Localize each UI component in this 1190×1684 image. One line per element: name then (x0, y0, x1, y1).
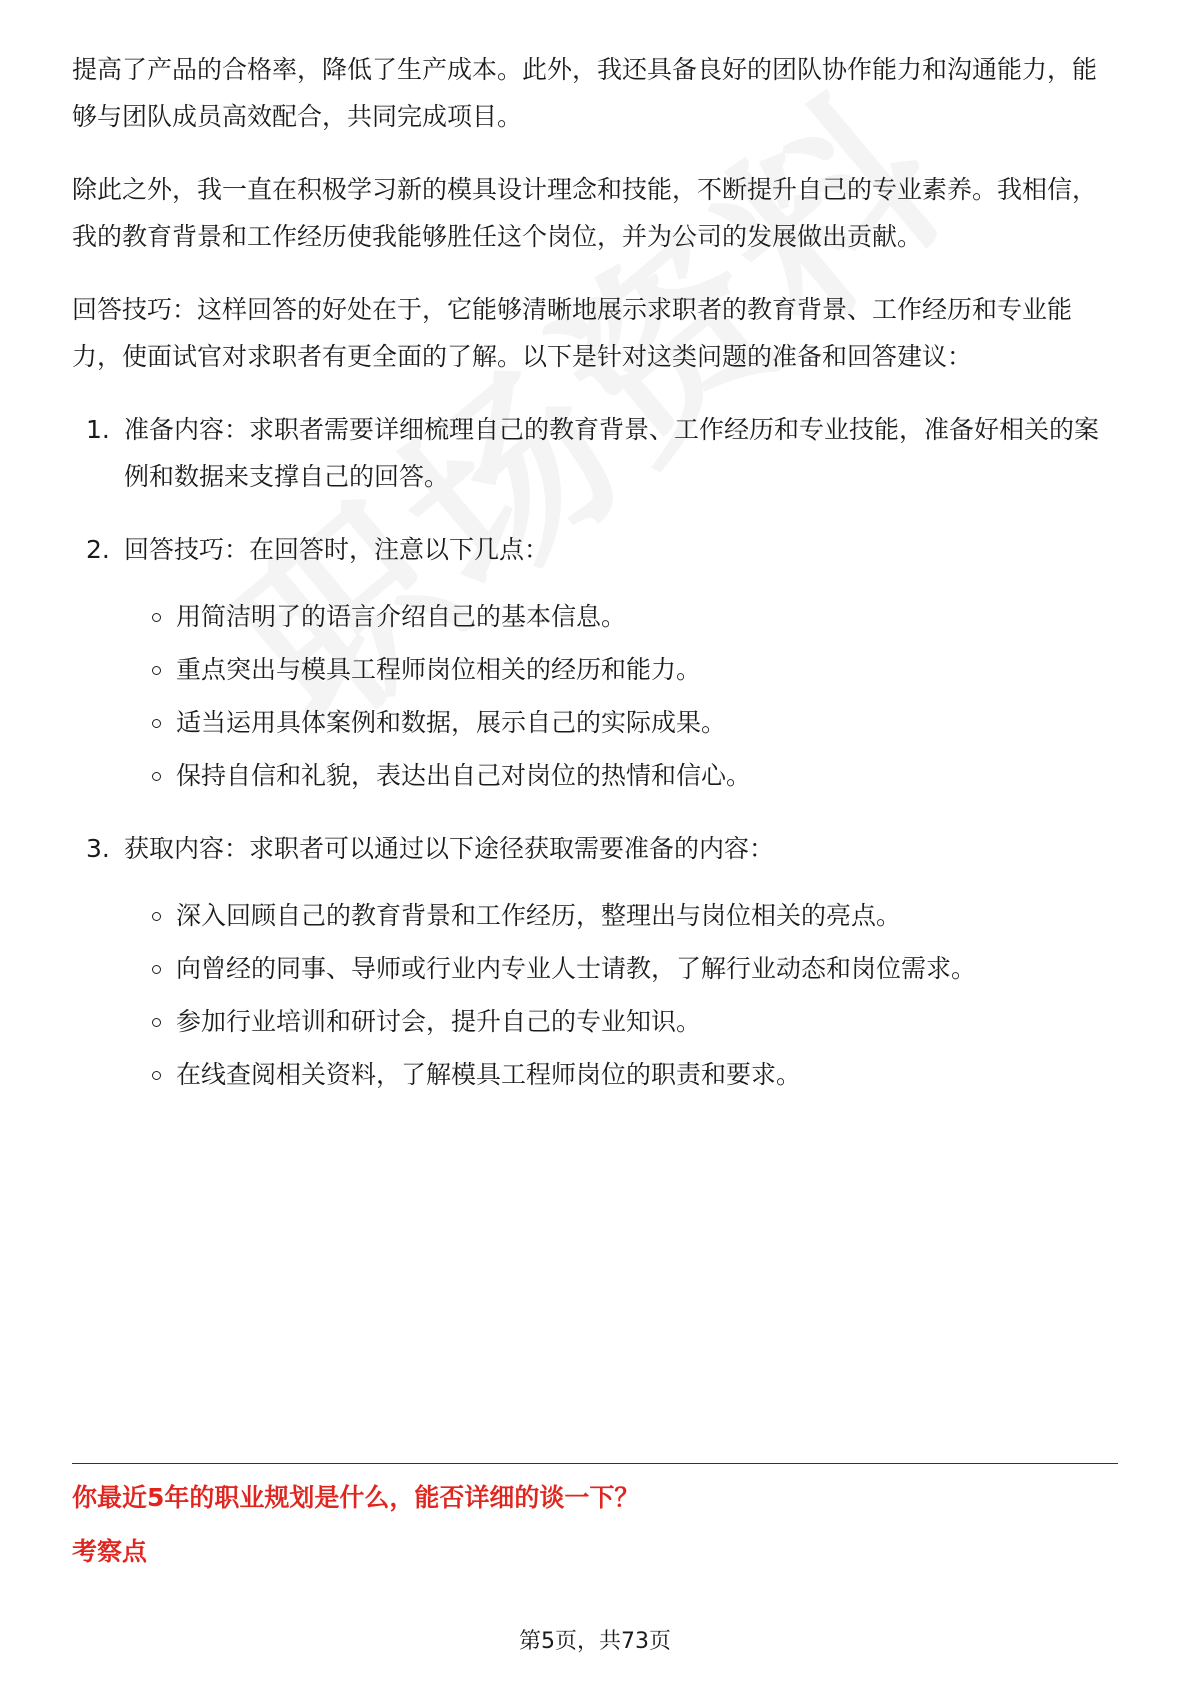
numbered-list (72, 406, 1118, 1098)
bullet-list (124, 892, 1118, 1098)
bullet-item (124, 752, 1118, 799)
bullet-text: 重点突出与模具工程师岗位相关的经历和能力。 (176, 655, 702, 684)
question-heading: 你最近5年的职业规划是什么，能否详细的谈一下？ (72, 1483, 640, 1512)
list-number: 1. (86, 415, 110, 444)
bullet-circle-icon (152, 1071, 161, 1080)
list-item-text: 回答技巧：在回答时，注意以下几点： (124, 535, 550, 564)
bullet-circle-icon (152, 719, 161, 728)
bullet-text: 在线查阅相关资料，了解模具工程师岗位的职责和要求。 (176, 1060, 802, 1089)
bullet-item (124, 998, 1118, 1045)
bullet-list (124, 593, 1118, 799)
paragraph: 除此之外，我一直在积极学习新的模具设计理念和技能，不断提升自己的专业素养。我相信，我的教育背景和工作经历使我能够胜任这个岗位，并为公司的发展做出贡献。 (72, 175, 1098, 251)
list-item (72, 825, 1118, 1098)
list-number: 2. (86, 535, 110, 564)
bullet-circle-icon (152, 1018, 161, 1027)
page-number: 第5页，共73页 (519, 1629, 671, 1654)
bullet-text: 适当运用具体案例和数据，展示自己的实际成果。 (176, 708, 727, 737)
bullet-item (124, 945, 1118, 992)
paragraph: 提高了产品的合格率，降低了生产成本。此外，我还具备良好的团队协作能力和沟通能力，能够与团队成员高效配合，共同完成项目。 (72, 55, 1098, 131)
bullet-text: 保持自信和礼貌，表达出自己对岗位的热情和信心。 (176, 761, 752, 790)
list-item (72, 406, 1118, 500)
document-body (72, 46, 1118, 1098)
bullet-circle-icon (152, 613, 161, 622)
bullet-circle-icon (152, 772, 161, 781)
bullet-text: 深入回顾自己的教育背景和工作经历，整理出与岗位相关的亮点。 (176, 901, 902, 930)
bullet-text: 用简洁明了的语言介绍自己的基本信息。 (176, 602, 627, 631)
bullet-item (124, 699, 1118, 746)
list-item-text: 准备内容：求职者需要详细梳理自己的教育背景、工作经历和专业技能，准备好相关的案例和数据来支撑自己的回答。 (124, 415, 1100, 491)
bullet-circle-icon (152, 666, 161, 675)
list-item-text: 获取内容：求职者可以通过以下途径获取需要准备的内容： (124, 834, 775, 863)
bullet-text: 向曾经的同事、导师或行业内专业人士请教，了解行业动态和岗位需求。 (176, 954, 977, 983)
bullet-circle-icon (152, 965, 161, 974)
section-label: 考察点 (72, 1537, 148, 1566)
bullet-item (124, 892, 1118, 939)
list-number: 3. (86, 834, 110, 863)
list-item (72, 526, 1118, 799)
bullet-text: 参加行业培训和研讨会，提升自己的专业知识。 (176, 1007, 702, 1036)
bullet-item (124, 1051, 1118, 1098)
section-divider (72, 1463, 1118, 1464)
bullet-item (124, 646, 1118, 693)
bullet-item (124, 593, 1118, 640)
paragraph: 回答技巧：这样回答的好处在于，它能够清晰地展示求职者的教育背景、工作经历和专业能力，使面试官对求职者有更全面的了解。以下是针对这类问题的准备和回答建议： (72, 295, 1073, 371)
bullet-circle-icon (152, 912, 161, 921)
